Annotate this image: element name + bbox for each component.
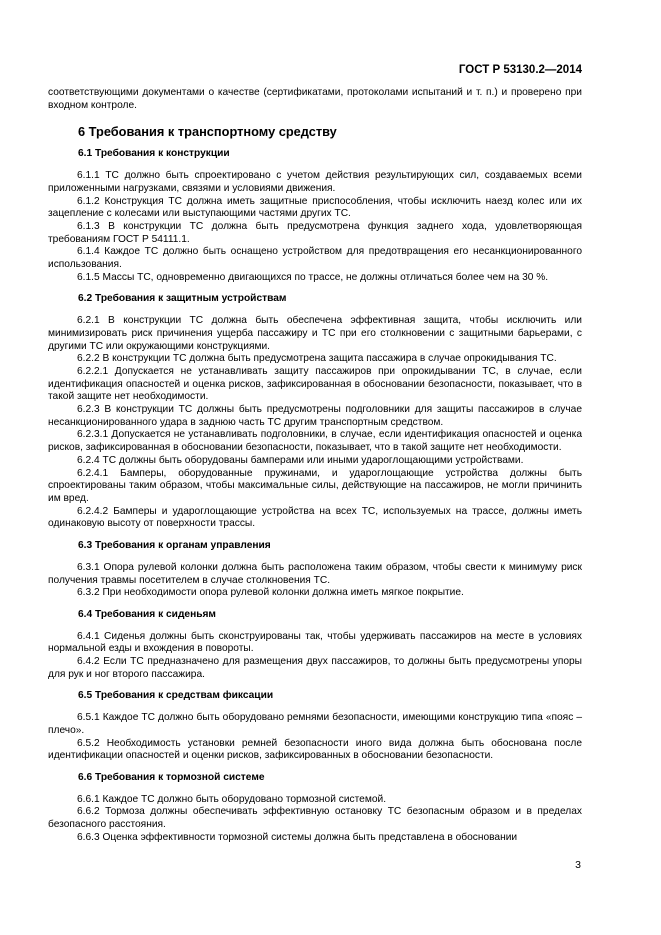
paragraph: 6.1.2 Конструкция ТС должна иметь защитные приспособления, чтобы исключить наезд колес или их зацепление с колесами или выступающими частями других ТС. — [48, 195, 582, 220]
subsection-title: 6.5 Требования к средствам фиксации — [78, 690, 274, 702]
subsection-title: 6.6 Требования к тормозной системе — [78, 771, 265, 783]
paragraph: 6.2.4.1 Бамперы, оборудованные пружинами, и удароглощающие устройства должны быть спроектированы таким образом, чтобы максимальные силы, действующие на пассажиров, не могли причинить им вред. — [48, 467, 582, 504]
paragraph: 6.1.1 ТС должно быть спроектировано с учетом действия результирующих сил, создаваемых всеми приложенными нагрузками, связями и условиями движения. — [48, 170, 582, 194]
paragraph: 6.1.5 Массы ТС, одновременно двигающихся по трассе, не должны отличаться более чем на 30 %. — [77, 271, 549, 283]
paragraph: 6.6.2 Тормоза должны обеспечивать эффективную остановку ТС безопасным образом и в пределах безопасного расстояния. — [48, 806, 582, 831]
subsection-title: 6.1 Требования к конструкции — [78, 148, 230, 160]
subsection-title: 6.3 Требования к органам управления — [78, 540, 271, 552]
paragraph: 6.2.2.1 Допускается не устанавливать защиту пассажиров при опрокидывании ТС, в случае, если идентификация опасностей и оценка рисков, зафиксированная в обосновании безопасности, показывает, что в такой защите нет необходимости. — [48, 365, 582, 403]
paragraph: 6.3.2 При необходимости опора рулевой колонки должна иметь мягкое покрытие. — [77, 587, 464, 599]
paragraph: 6.2.4 ТС должны быть оборудованы бамперами или иными удароглощающими устройствами. — [77, 454, 524, 466]
document-code: ГОСТ Р 53130.2—2014 — [458, 64, 582, 76]
paragraph: 6.2.3.1 Допускается не устанавливать подголовники, в случае, если идентификация опасностей и оценка рисков, зафиксированная в обосновании безопасности, показывает, что в такой защите нет необходимости. — [48, 429, 582, 454]
document-body — [48, 87, 582, 844]
paragraph: 6.2.1 В конструкции ТС должна быть обеспечена эффективная защита, чтобы исключить или минимизировать риск причинения ущерба пассажиру и ТС при его столкновении с защитными барьерами, с другими ТС или окружающими конструкциями. — [48, 315, 582, 352]
paragraph: 6.1.4 Каждое ТС должно быть оснащено устройством для предотвращения его несанкционированного использования. — [48, 246, 582, 271]
paragraph: 6.3.1 Опора рулевой колонки должна быть расположена таким образом, чтобы свести к минимуму риск получения травмы посетителем в случае столкновения ТС. — [48, 561, 582, 586]
paragraph: 6.2.3 В конструкции ТС должны быть предусмотрены подголовники для защиты пассажиров в случае несанкционированного удара в заднюю часть ТС другим транспортным средством. — [48, 404, 582, 428]
intro-paragraph: соответствующими документами о качестве (сертификатами, протоколами испытаний и т. п.) и проверено при входном контроле. — [48, 87, 582, 111]
paragraph: 6.2.4.2 Бамперы и удароглощающие устройства на всех ТС, используемых на трассе, должны иметь одинаковую высоту от поверхности трассы. — [48, 505, 582, 530]
paragraph: 6.5.2 Необходимость установки ремней безопасности иного вида должна быть обоснована после идентификации опасностей и оценки рисков, зафиксированных в обосновании безопасности. — [48, 737, 582, 762]
subsection-title: 6.2 Требования к защитным устройствам — [78, 293, 287, 305]
paragraph: 6.4.2 Если ТС предназначено для размещения двух пассажиров, то должны быть предусмотрены упоры для рук и ног второго пассажира. — [48, 656, 582, 680]
paragraph: 6.5.1 Каждое ТС должно быть оборудовано ремнями безопасности, имеющими конструкцию типа «пояс – плечо». — [48, 712, 582, 736]
page-number: 3 — [575, 859, 581, 871]
paragraph: 6.2.2 В конструкции ТС должна быть предусмотрена защита пассажира в случае опрокидывания ТС. — [77, 353, 557, 365]
section-title: 6 Требования к транспортному средству — [78, 124, 337, 140]
paragraph: 6.6.1 Каждое ТС должно быть оборудовано тормозной системой. — [77, 793, 387, 805]
subsection-title: 6.4 Требования к сиденьям — [78, 608, 216, 620]
paragraph: 6.4.1 Сиденья должны быть сконструированы так, чтобы удерживать пассажиров на месте в условиях нормальной езды и вхождения в повороты. — [48, 630, 582, 655]
paragraph: 6.6.3 Оценка эффективности тормозной системы должна быть представлена в обосновании — [77, 831, 518, 843]
paragraph: 6.1.3 В конструкции ТС должна быть предусмотрена функция заднего хода, удовлетворяющая требованиям ГОСТ Р 54111.1. — [48, 220, 582, 245]
